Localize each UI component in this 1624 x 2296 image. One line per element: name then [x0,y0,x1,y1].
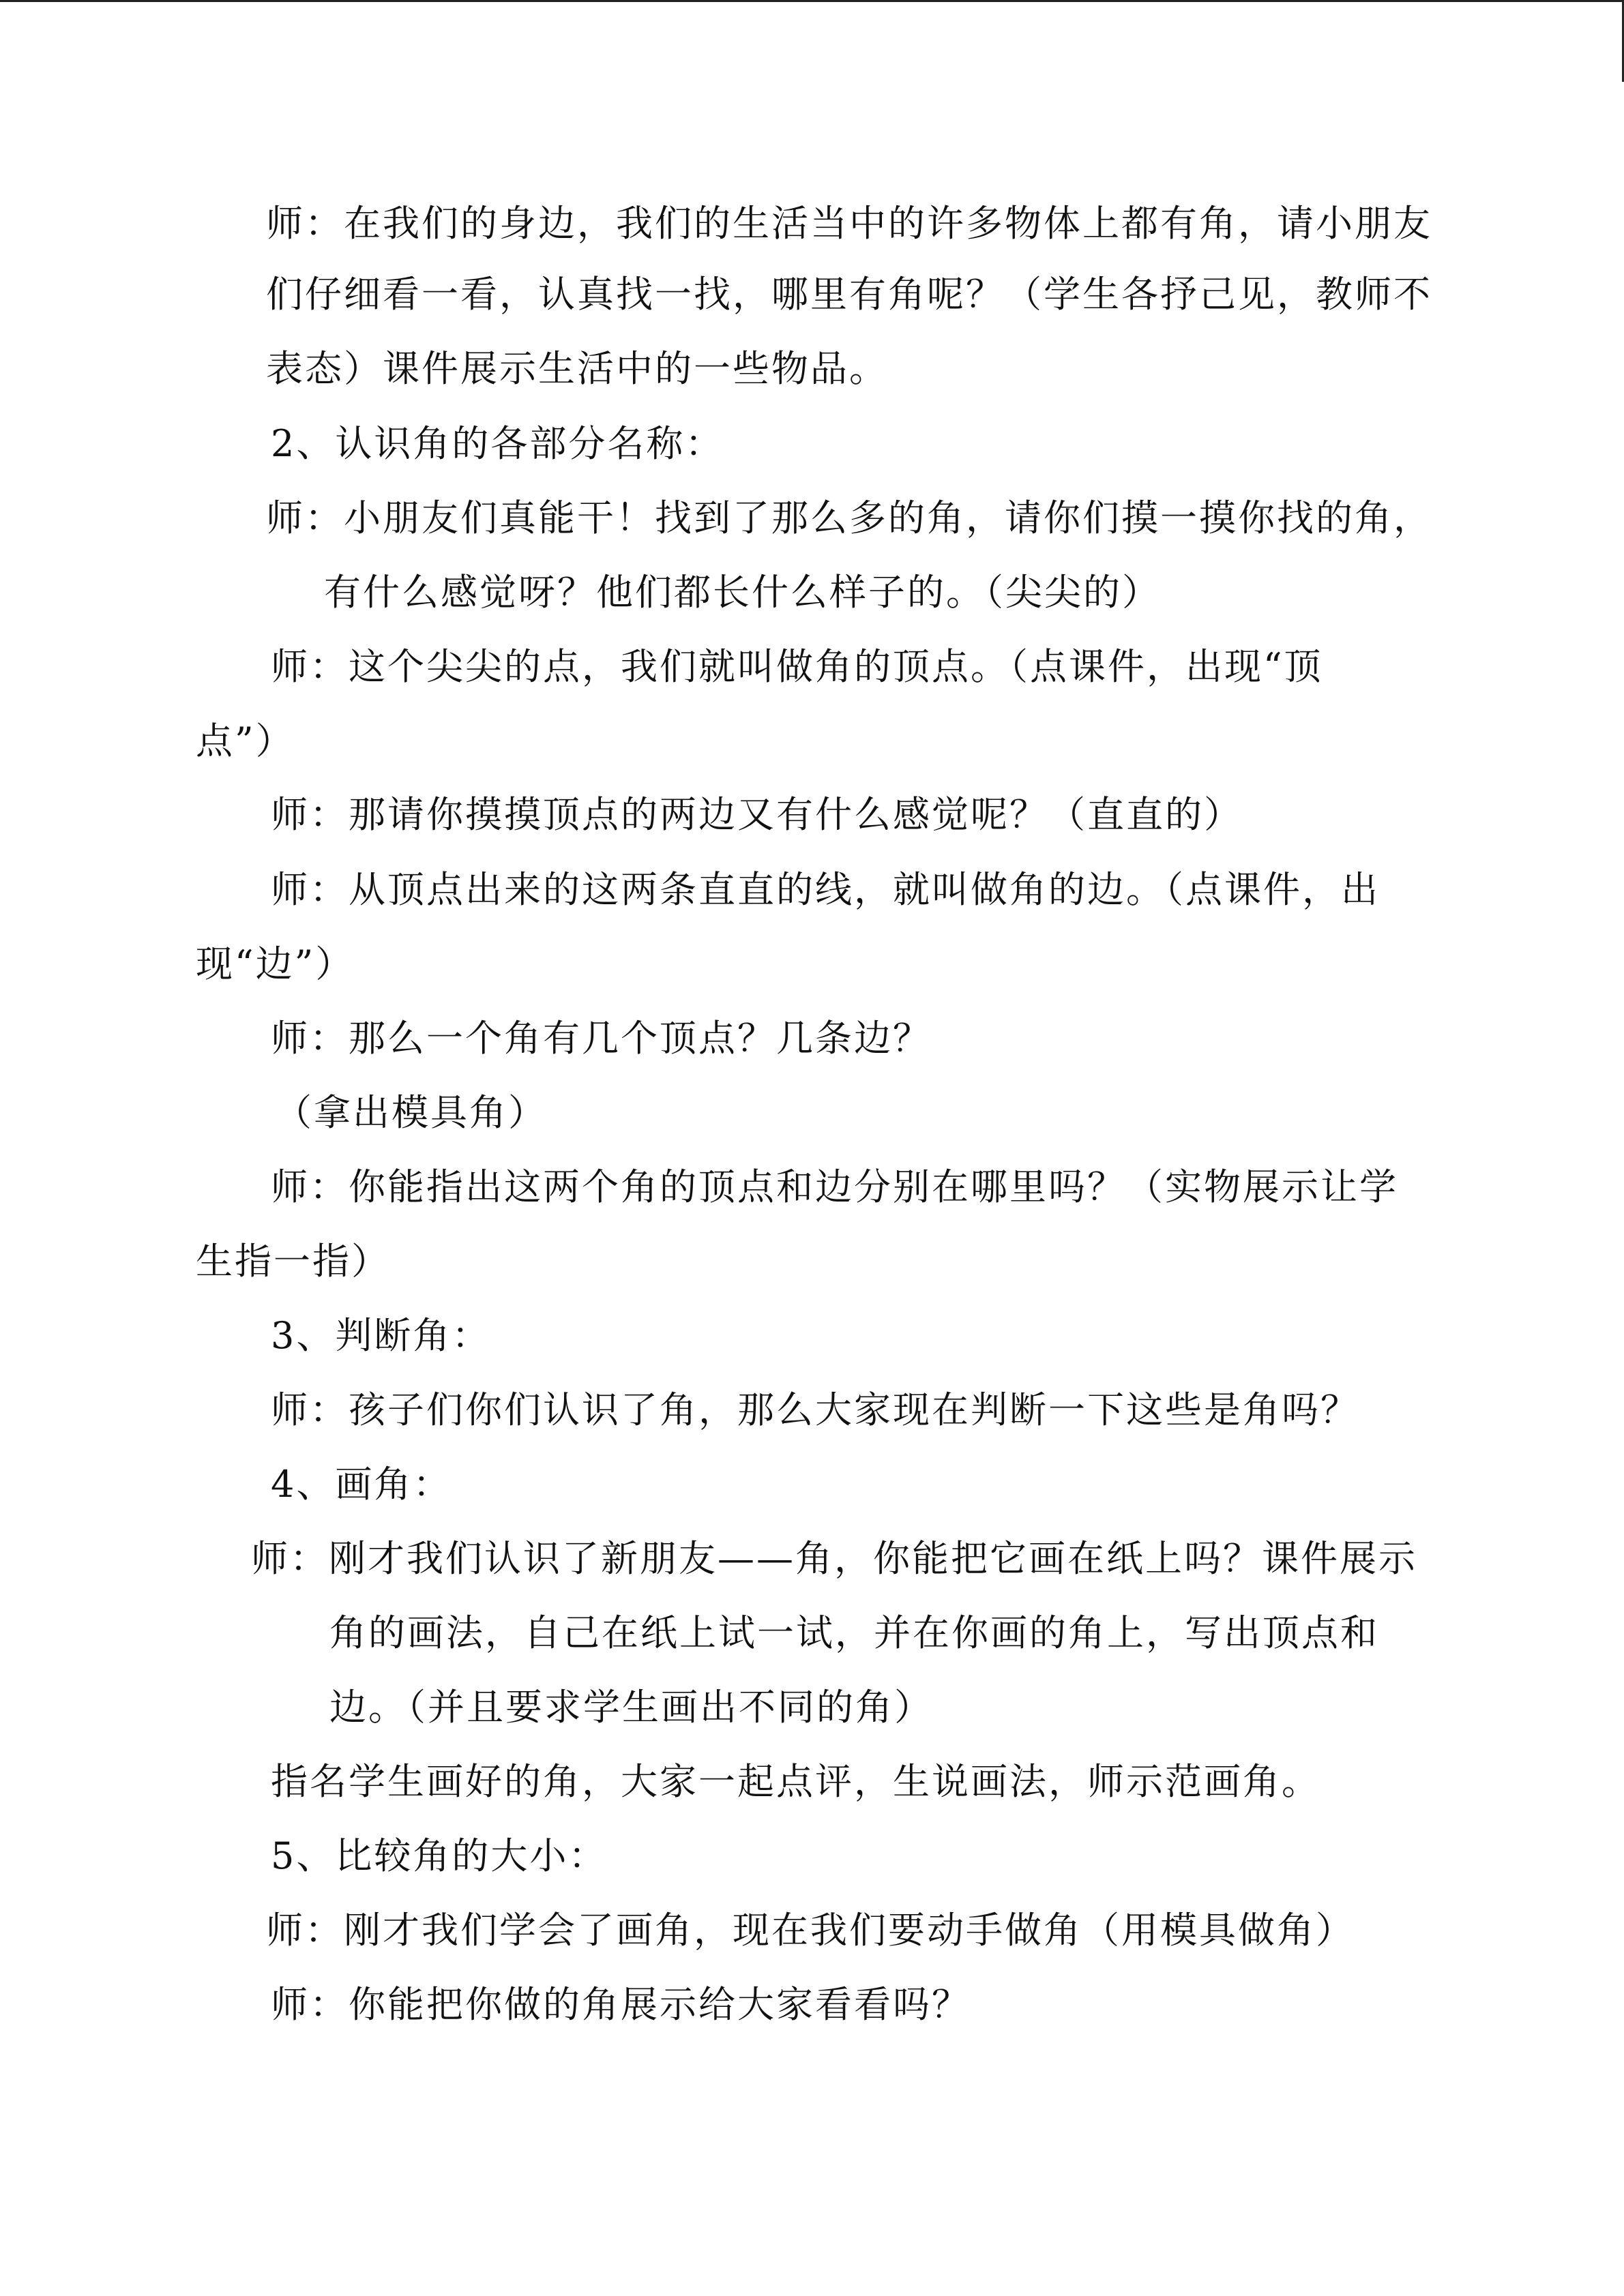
paragraph-line-5: 有什么感觉呀？他们都长什么样子的。（尖尖的） [324,571,1161,614]
paragraph-line-1: 师：在我们的身边，我们的生活当中的许多物体上都有角，请小朋友 [266,202,1432,245]
paragraph-line-3: 表态）课件展示生活中的一些物品。 [266,347,888,390]
section-heading-4: 4、画角： [271,1463,452,1506]
paragraph-line-15: 师：孩子们你们认识了角，那么大家现在判断一下这些是角吗？ [271,1388,1359,1431]
paragraph-line-12: （拿出模具角） [275,1091,547,1134]
paragraph-line-17: 角的画法，自己在纸上试一试，并在你画的角上，写出顶点和 [329,1611,1379,1654]
section-heading-2: 2、认识角的各部分名称： [271,422,724,465]
paragraph-line-14: 生指一指） [196,1240,390,1283]
paragraph-line-6: 师：这个尖尖的点，我们就叫做角的顶点。（点课件，出现“顶 [271,645,1323,688]
paragraph-line-13: 师：你能指出这两个角的顶点和边分别在哪里吗？（实物展示让学 [271,1165,1398,1208]
paragraph-line-11: 师：那么一个角有几个顶点？几条边？ [271,1017,932,1060]
paragraph-line-9: 师：从顶点出来的这两条直直的线，就叫做角的边。（点课件，出 [271,868,1380,911]
section-heading-5: 5、比较角的大小： [271,1834,608,1877]
paragraph-line-4: 师：小朋友们真能干！找到了那么多的角，请你们摸一摸你找的角， [266,496,1432,539]
paragraph-line-21: 师：你能把你做的角展示给大家看看吗？ [271,1983,971,2026]
paragraph-line-20: 师：刚才我们学会了画角，现在我们要动手做角（用模具做角） [266,1909,1355,1952]
paragraph-line-8: 师：那请你摸摸顶点的两边又有什么感觉呢？（直直的） [271,793,1243,836]
paragraph-line-7: 点”） [196,719,295,762]
paragraph-line-2: 们仔细看一看，认真找一找，哪里有角呢？（学生各抒己见，教师不 [266,273,1432,316]
paragraph-line-18: 边。（并且要求学生画出不同的角） [329,1686,933,1729]
paragraph-line-19: 指名学生画好的角，大家一起点评，生说画法，师示范画角。 [271,1760,1320,1803]
paragraph-line-10: 现“边”） [196,942,355,985]
section-heading-3: 3、判断角： [271,1314,491,1357]
paragraph-line-16: 师：刚才我们认识了新朋友——角，你能把它画在纸上吗？课件展示 [251,1537,1417,1580]
